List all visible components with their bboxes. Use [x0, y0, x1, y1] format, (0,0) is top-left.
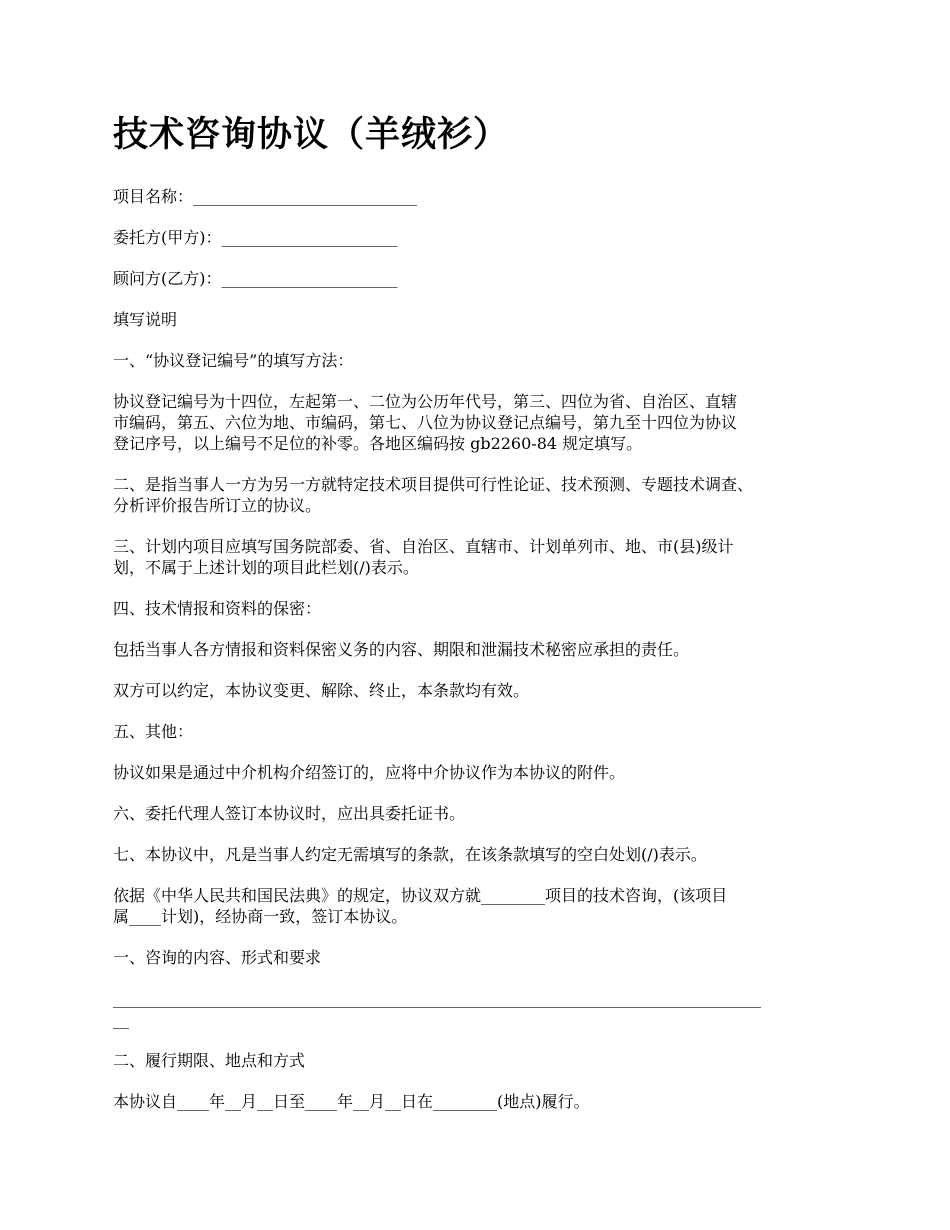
- field-consultant-party-b: [113, 268, 850, 289]
- clause1-heading: 一、咨询的内容、形式和要求: [113, 948, 322, 967]
- document-title: 技术咨询协议（羊绒衫）: [113, 114, 510, 155]
- clause2-body: 本协议自____年__月__日至____年__月__日在________(地点)履行。: [113, 1092, 590, 1111]
- field-project-name: [113, 186, 850, 207]
- text-line: 协议登记编号为十四位，左起第一、二位为公历年代号，第三、四位为省、自治区、直辖: [113, 392, 738, 411]
- text-line: 登记序号，以上编号不足位的补零。各地区编码按 gb2260-84 规定填写。: [113, 434, 643, 453]
- item1-body: [113, 391, 850, 454]
- text-line: 划，不属于上述计划的项目此栏划(/)表示。: [113, 558, 419, 577]
- item4-heading: 四、技术情报和资料的保密：: [113, 599, 322, 618]
- clause2-heading: 二、履行期限、地点和方式: [113, 1051, 306, 1070]
- text-line: 市编码，第五、六位为地、市编码，第七、八位为协议登记点编号，第九至十四位为协议: [113, 413, 738, 432]
- text-line: 二、是指当事人一方为另一方就特定技术项目提供可行性论证、技术预测、专题技术调查、: [113, 475, 754, 494]
- text-line: 分析评价报告所订立的协议。: [113, 496, 322, 515]
- text-line: 属____计划)，经协商一致，签订本协议。: [113, 907, 408, 926]
- clause1-blank: [113, 988, 850, 1030]
- field-blank: ______________________: [221, 228, 398, 247]
- item5-heading: 五、其他：: [113, 722, 194, 741]
- field-blank: ______________________: [221, 269, 398, 288]
- item5-body: 协议如果是通过中介机构介绍签订的，应将中介协议作为本协议的附件。: [113, 763, 626, 782]
- item2-paragraph: [113, 474, 850, 516]
- item7-paragraph: 七、本协议中，凡是当事人约定无需填写的条款，在该条款填写的空白处划(/)表示。: [113, 845, 707, 864]
- item4-extra: 双方可以约定，本协议变更、解除、终止，本条款均有效。: [113, 681, 530, 700]
- text-line: 依据《中华人民共和国民法典》的规定，协议双方就________项目的技术咨询，(该项目: [113, 886, 728, 905]
- basis-paragraph: [113, 885, 850, 927]
- item1-heading: 一、“协议登记编号”的填写方法：: [113, 351, 354, 370]
- item3-paragraph: [113, 536, 850, 578]
- text-line: 三、计划内项目应填写国务院部委、省、自治区、直辖市、计划单列市、地、市(县)级计: [113, 537, 734, 556]
- field-client-party-a: [113, 227, 850, 248]
- item4-body: 包括当事人各方情报和资料保密义务的内容、期限和泄漏技术秘密应承担的责任。: [113, 640, 690, 659]
- field-blank: ____________________________: [193, 187, 418, 206]
- field-label: 项目名称：: [113, 187, 194, 206]
- item6-paragraph: 六、委托代理人签订本协议时，应出具委托证书。: [113, 804, 466, 823]
- blank-line: __: [113, 1010, 129, 1029]
- section-heading-instructions: 填写说明: [113, 310, 178, 329]
- field-label: 委托方(甲方)：: [113, 228, 222, 247]
- field-label: 顾问方(乙方)：: [113, 269, 222, 288]
- blank-line: _________________________________________________________________________________: [113, 989, 761, 1008]
